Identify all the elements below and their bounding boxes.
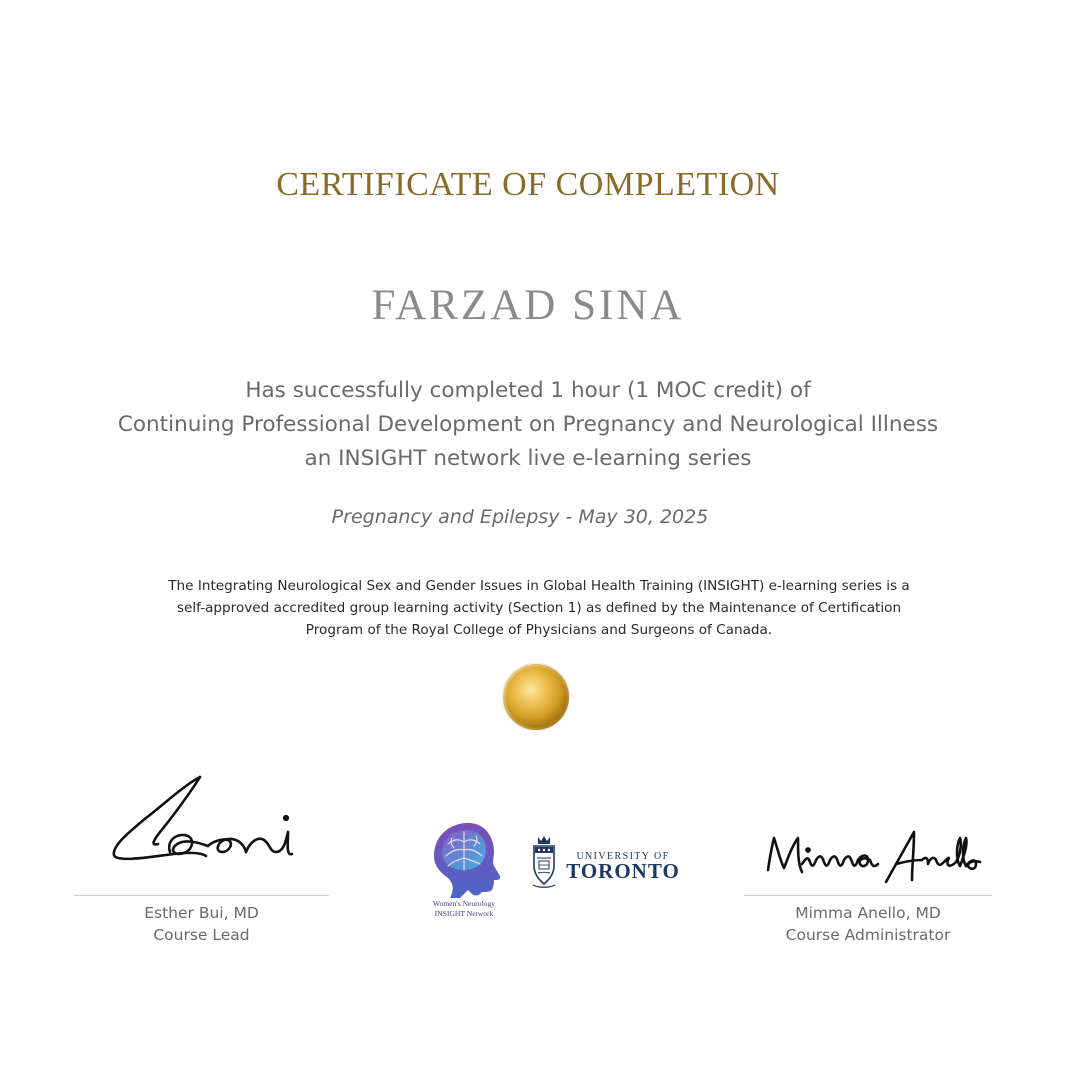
- statement-line: Continuing Professional Development on Pregnancy and Neurological Illness: [117, 412, 939, 437]
- recipient-name: FARZAD SINA: [371, 282, 685, 329]
- accreditation-line: self-approved accredited group learning activity (Section 1) as defined by the Maintenance of Certification: [176, 600, 902, 616]
- signature-mimma-anello: [744, 760, 992, 895]
- signatory-role: Course Administrator: [785, 926, 951, 944]
- completion-statement: [0, 374, 1056, 476]
- certificate-title: CERTIFICATE OF COMPLETION: [276, 166, 780, 203]
- signature-line: [74, 895, 329, 896]
- uoft-logo-line1: UNIVERSITY OF: [576, 851, 670, 862]
- signature-block-course-lead: [74, 760, 329, 946]
- uoft-logo-line2: TORONTO: [566, 859, 680, 883]
- signature-esther-bui: [74, 760, 329, 895]
- accreditation-line: Program of the Royal College of Physicians and Surgeons of Canada.: [305, 622, 773, 638]
- signature-line: [744, 895, 992, 896]
- signatory-name: Mimma Anello, MD: [795, 904, 941, 922]
- signature-block-course-administrator: [744, 760, 992, 946]
- accreditation-line: The Integrating Neurological Sex and Gender Issues in Global Health Training (INSIGHT) e-learning series is a: [168, 578, 910, 594]
- accreditation-text: [0, 575, 1078, 641]
- session-title: Pregnancy and Epilepsy - May 30, 2025: [331, 506, 709, 528]
- womens-neurology-logo: [420, 818, 508, 922]
- statement-line: Has successfully completed 1 hour (1 MOC credit) of: [245, 378, 811, 403]
- wnn-logo-line1: Women's Neurology: [432, 899, 496, 908]
- uoft-crest-icon: [533, 836, 555, 887]
- statement-line: an INSIGHT network live e-learning series: [304, 446, 752, 471]
- gold-seal-icon: [501, 662, 571, 732]
- signatory-role: Course Lead: [153, 926, 250, 944]
- signatory-name: Esther Bui, MD: [144, 904, 259, 922]
- wnn-logo-line2: INSIGHT Network: [434, 909, 494, 918]
- university-of-toronto-logo: [528, 832, 688, 892]
